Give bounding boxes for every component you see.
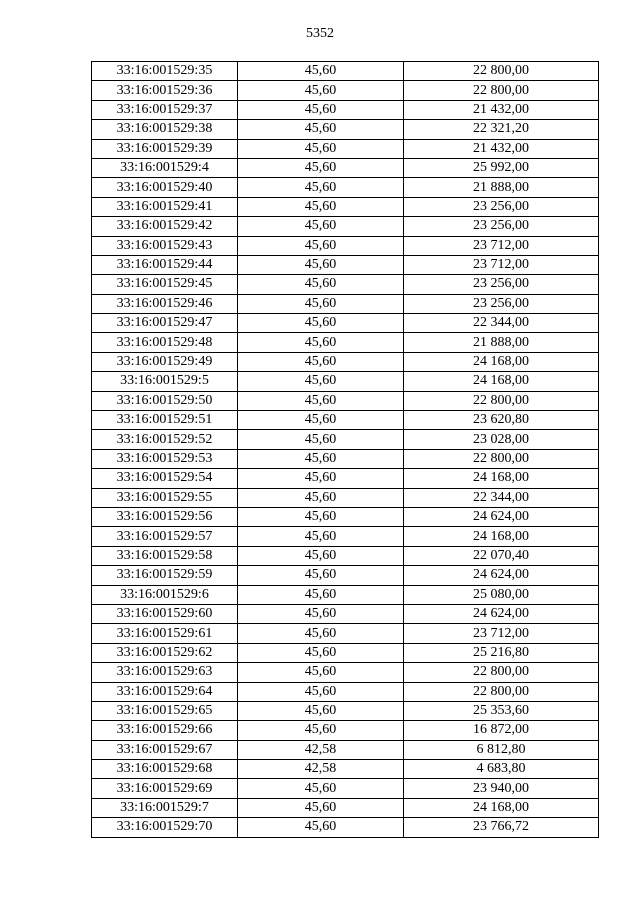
rate-cell: 45,60 [238, 604, 404, 623]
rate-cell: 45,60 [238, 158, 404, 177]
cadastral-number-cell: 33:16:001529:55 [92, 488, 238, 507]
cadastral-number-cell: 33:16:001529:53 [92, 449, 238, 468]
rate-cell: 45,60 [238, 372, 404, 391]
rate-cell: 45,60 [238, 527, 404, 546]
table-row [92, 333, 599, 352]
cadastral-number-cell: 33:16:001529:38 [92, 120, 238, 139]
rate-cell: 45,60 [238, 197, 404, 216]
cadastral-number-cell: 33:16:001529:52 [92, 430, 238, 449]
cadastral-number-cell: 33:16:001529:48 [92, 333, 238, 352]
value-cell: 21 888,00 [404, 178, 599, 197]
table-row [92, 449, 599, 468]
value-cell: 24 624,00 [404, 507, 599, 526]
cadastral-number-cell: 33:16:001529:44 [92, 255, 238, 274]
value-cell: 24 624,00 [404, 566, 599, 585]
cadastral-number-cell: 33:16:001529:45 [92, 275, 238, 294]
cadastral-number-cell: 33:16:001529:68 [92, 760, 238, 779]
rate-cell: 45,60 [238, 333, 404, 352]
table-row [92, 430, 599, 449]
table-row [92, 779, 599, 798]
rate-cell: 45,60 [238, 217, 404, 236]
rate-cell: 45,60 [238, 566, 404, 585]
cadastral-number-cell: 33:16:001529:51 [92, 411, 238, 430]
value-cell: 22 800,00 [404, 663, 599, 682]
table-row [92, 546, 599, 565]
cadastral-number-cell: 33:16:001529:49 [92, 352, 238, 371]
cadastral-number-cell: 33:16:001529:6 [92, 585, 238, 604]
rate-cell: 45,60 [238, 682, 404, 701]
value-cell: 22 800,00 [404, 81, 599, 100]
rate-cell: 45,60 [238, 352, 404, 371]
rate-cell: 45,60 [238, 139, 404, 158]
table-row [92, 100, 599, 119]
rate-cell: 45,60 [238, 643, 404, 662]
table-row [92, 585, 599, 604]
value-cell: 24 168,00 [404, 798, 599, 817]
table-row [92, 798, 599, 817]
cadastral-number-cell: 33:16:001529:65 [92, 701, 238, 720]
rate-cell: 45,60 [238, 779, 404, 798]
table-row [92, 178, 599, 197]
table-row [92, 139, 599, 158]
value-cell: 23 940,00 [404, 779, 599, 798]
cadastral-number-cell: 33:16:001529:66 [92, 721, 238, 740]
value-cell: 21 432,00 [404, 139, 599, 158]
cadastral-number-cell: 33:16:001529:47 [92, 314, 238, 333]
value-cell: 16 872,00 [404, 721, 599, 740]
table-row [92, 236, 599, 255]
cadastral-number-cell: 33:16:001529:67 [92, 740, 238, 759]
rate-cell: 45,60 [238, 663, 404, 682]
value-cell: 25 080,00 [404, 585, 599, 604]
cadastral-number-cell: 33:16:001529:58 [92, 546, 238, 565]
cadastral-number-cell: 33:16:001529:46 [92, 294, 238, 313]
value-cell: 23 712,00 [404, 255, 599, 274]
cadastral-number-cell: 33:16:001529:50 [92, 391, 238, 410]
table-row [92, 721, 599, 740]
value-cell: 24 168,00 [404, 352, 599, 371]
table-row [92, 81, 599, 100]
table-row [92, 682, 599, 701]
value-cell: 22 800,00 [404, 391, 599, 410]
rate-cell: 45,60 [238, 488, 404, 507]
table-row [92, 760, 599, 779]
cadastral-number-cell: 33:16:001529:59 [92, 566, 238, 585]
rate-cell: 45,60 [238, 469, 404, 488]
rate-cell: 45,60 [238, 391, 404, 410]
rate-cell: 45,60 [238, 624, 404, 643]
value-cell: 23 256,00 [404, 217, 599, 236]
page-number: 5352 [306, 26, 334, 41]
table-row [92, 275, 599, 294]
table-row [92, 701, 599, 720]
table-row [92, 411, 599, 430]
value-cell: 23 256,00 [404, 294, 599, 313]
value-cell: 23 766,72 [404, 818, 599, 837]
cadastral-number-cell: 33:16:001529:57 [92, 527, 238, 546]
value-cell: 23 256,00 [404, 197, 599, 216]
rate-cell: 45,60 [238, 236, 404, 255]
cadastral-number-cell: 33:16:001529:61 [92, 624, 238, 643]
rate-cell: 45,60 [238, 818, 404, 837]
value-cell: 4 683,80 [404, 760, 599, 779]
value-cell: 21 432,00 [404, 100, 599, 119]
rate-cell: 45,60 [238, 585, 404, 604]
rate-cell: 45,60 [238, 430, 404, 449]
rate-cell: 45,60 [238, 507, 404, 526]
cadastral-number-cell: 33:16:001529:42 [92, 217, 238, 236]
value-cell: 22 800,00 [404, 62, 599, 81]
value-cell: 23 028,00 [404, 430, 599, 449]
rate-cell: 45,60 [238, 100, 404, 119]
cadastral-number-cell: 33:16:001529:60 [92, 604, 238, 623]
table-row [92, 391, 599, 410]
cadastral-number-cell: 33:16:001529:35 [92, 62, 238, 81]
table-row [92, 643, 599, 662]
value-cell: 22 344,00 [404, 314, 599, 333]
cadastral-number-cell: 33:16:001529:64 [92, 682, 238, 701]
cadastral-number-cell: 33:16:001529:43 [92, 236, 238, 255]
value-cell: 6 812,80 [404, 740, 599, 759]
table-row [92, 158, 599, 177]
rate-cell: 45,60 [238, 294, 404, 313]
value-cell: 23 712,00 [404, 236, 599, 255]
cadastral-number-cell: 33:16:001529:36 [92, 81, 238, 100]
rate-cell: 45,60 [238, 701, 404, 720]
table-row [92, 818, 599, 837]
rate-cell: 45,60 [238, 411, 404, 430]
rate-cell: 45,60 [238, 546, 404, 565]
table-row [92, 372, 599, 391]
rate-cell: 45,60 [238, 314, 404, 333]
rate-cell: 45,60 [238, 798, 404, 817]
rate-cell: 45,60 [238, 721, 404, 740]
table-row [92, 120, 599, 139]
value-cell: 22 344,00 [404, 488, 599, 507]
cadastral-number-cell: 33:16:001529:41 [92, 197, 238, 216]
table-row [92, 566, 599, 585]
table-row [92, 62, 599, 81]
cadastral-number-cell: 33:16:001529:39 [92, 139, 238, 158]
cadastral-number-cell: 33:16:001529:69 [92, 779, 238, 798]
table-row [92, 604, 599, 623]
value-cell: 23 256,00 [404, 275, 599, 294]
table-row [92, 624, 599, 643]
cadastral-number-cell: 33:16:001529:5 [92, 372, 238, 391]
table-row [92, 197, 599, 216]
value-cell: 23 712,00 [404, 624, 599, 643]
table-row [92, 527, 599, 546]
value-cell: 25 992,00 [404, 158, 599, 177]
value-cell: 22 321,20 [404, 120, 599, 139]
rate-cell: 45,60 [238, 178, 404, 197]
table-row [92, 740, 599, 759]
value-cell: 22 800,00 [404, 682, 599, 701]
cadastral-number-cell: 33:16:001529:4 [92, 158, 238, 177]
cadastral-number-cell: 33:16:001529:62 [92, 643, 238, 662]
table-row [92, 255, 599, 274]
cadastral-number-cell: 33:16:001529:37 [92, 100, 238, 119]
value-cell: 24 168,00 [404, 527, 599, 546]
table-row [92, 294, 599, 313]
rate-cell: 45,60 [238, 62, 404, 81]
cadastral-number-cell: 33:16:001529:7 [92, 798, 238, 817]
value-cell: 24 168,00 [404, 372, 599, 391]
table-row [92, 314, 599, 333]
data-table [91, 61, 599, 838]
table-row [92, 352, 599, 371]
cadastral-number-cell: 33:16:001529:70 [92, 818, 238, 837]
rate-cell: 45,60 [238, 81, 404, 100]
table-row [92, 217, 599, 236]
rate-cell: 45,60 [238, 275, 404, 294]
value-cell: 23 620,80 [404, 411, 599, 430]
table-row [92, 488, 599, 507]
value-cell: 24 624,00 [404, 604, 599, 623]
value-cell: 25 216,80 [404, 643, 599, 662]
table-body [92, 62, 599, 838]
value-cell: 22 800,00 [404, 449, 599, 468]
rate-cell: 42,58 [238, 740, 404, 759]
cadastral-number-cell: 33:16:001529:56 [92, 507, 238, 526]
value-cell: 24 168,00 [404, 469, 599, 488]
value-cell: 25 353,60 [404, 701, 599, 720]
rate-cell: 45,60 [238, 120, 404, 139]
value-cell: 22 070,40 [404, 546, 599, 565]
cadastral-number-cell: 33:16:001529:63 [92, 663, 238, 682]
table-row [92, 469, 599, 488]
value-cell: 21 888,00 [404, 333, 599, 352]
table-row [92, 507, 599, 526]
table-row [92, 663, 599, 682]
rate-cell: 45,60 [238, 449, 404, 468]
rate-cell: 42,58 [238, 760, 404, 779]
cadastral-number-cell: 33:16:001529:40 [92, 178, 238, 197]
cadastral-number-cell: 33:16:001529:54 [92, 469, 238, 488]
rate-cell: 45,60 [238, 255, 404, 274]
